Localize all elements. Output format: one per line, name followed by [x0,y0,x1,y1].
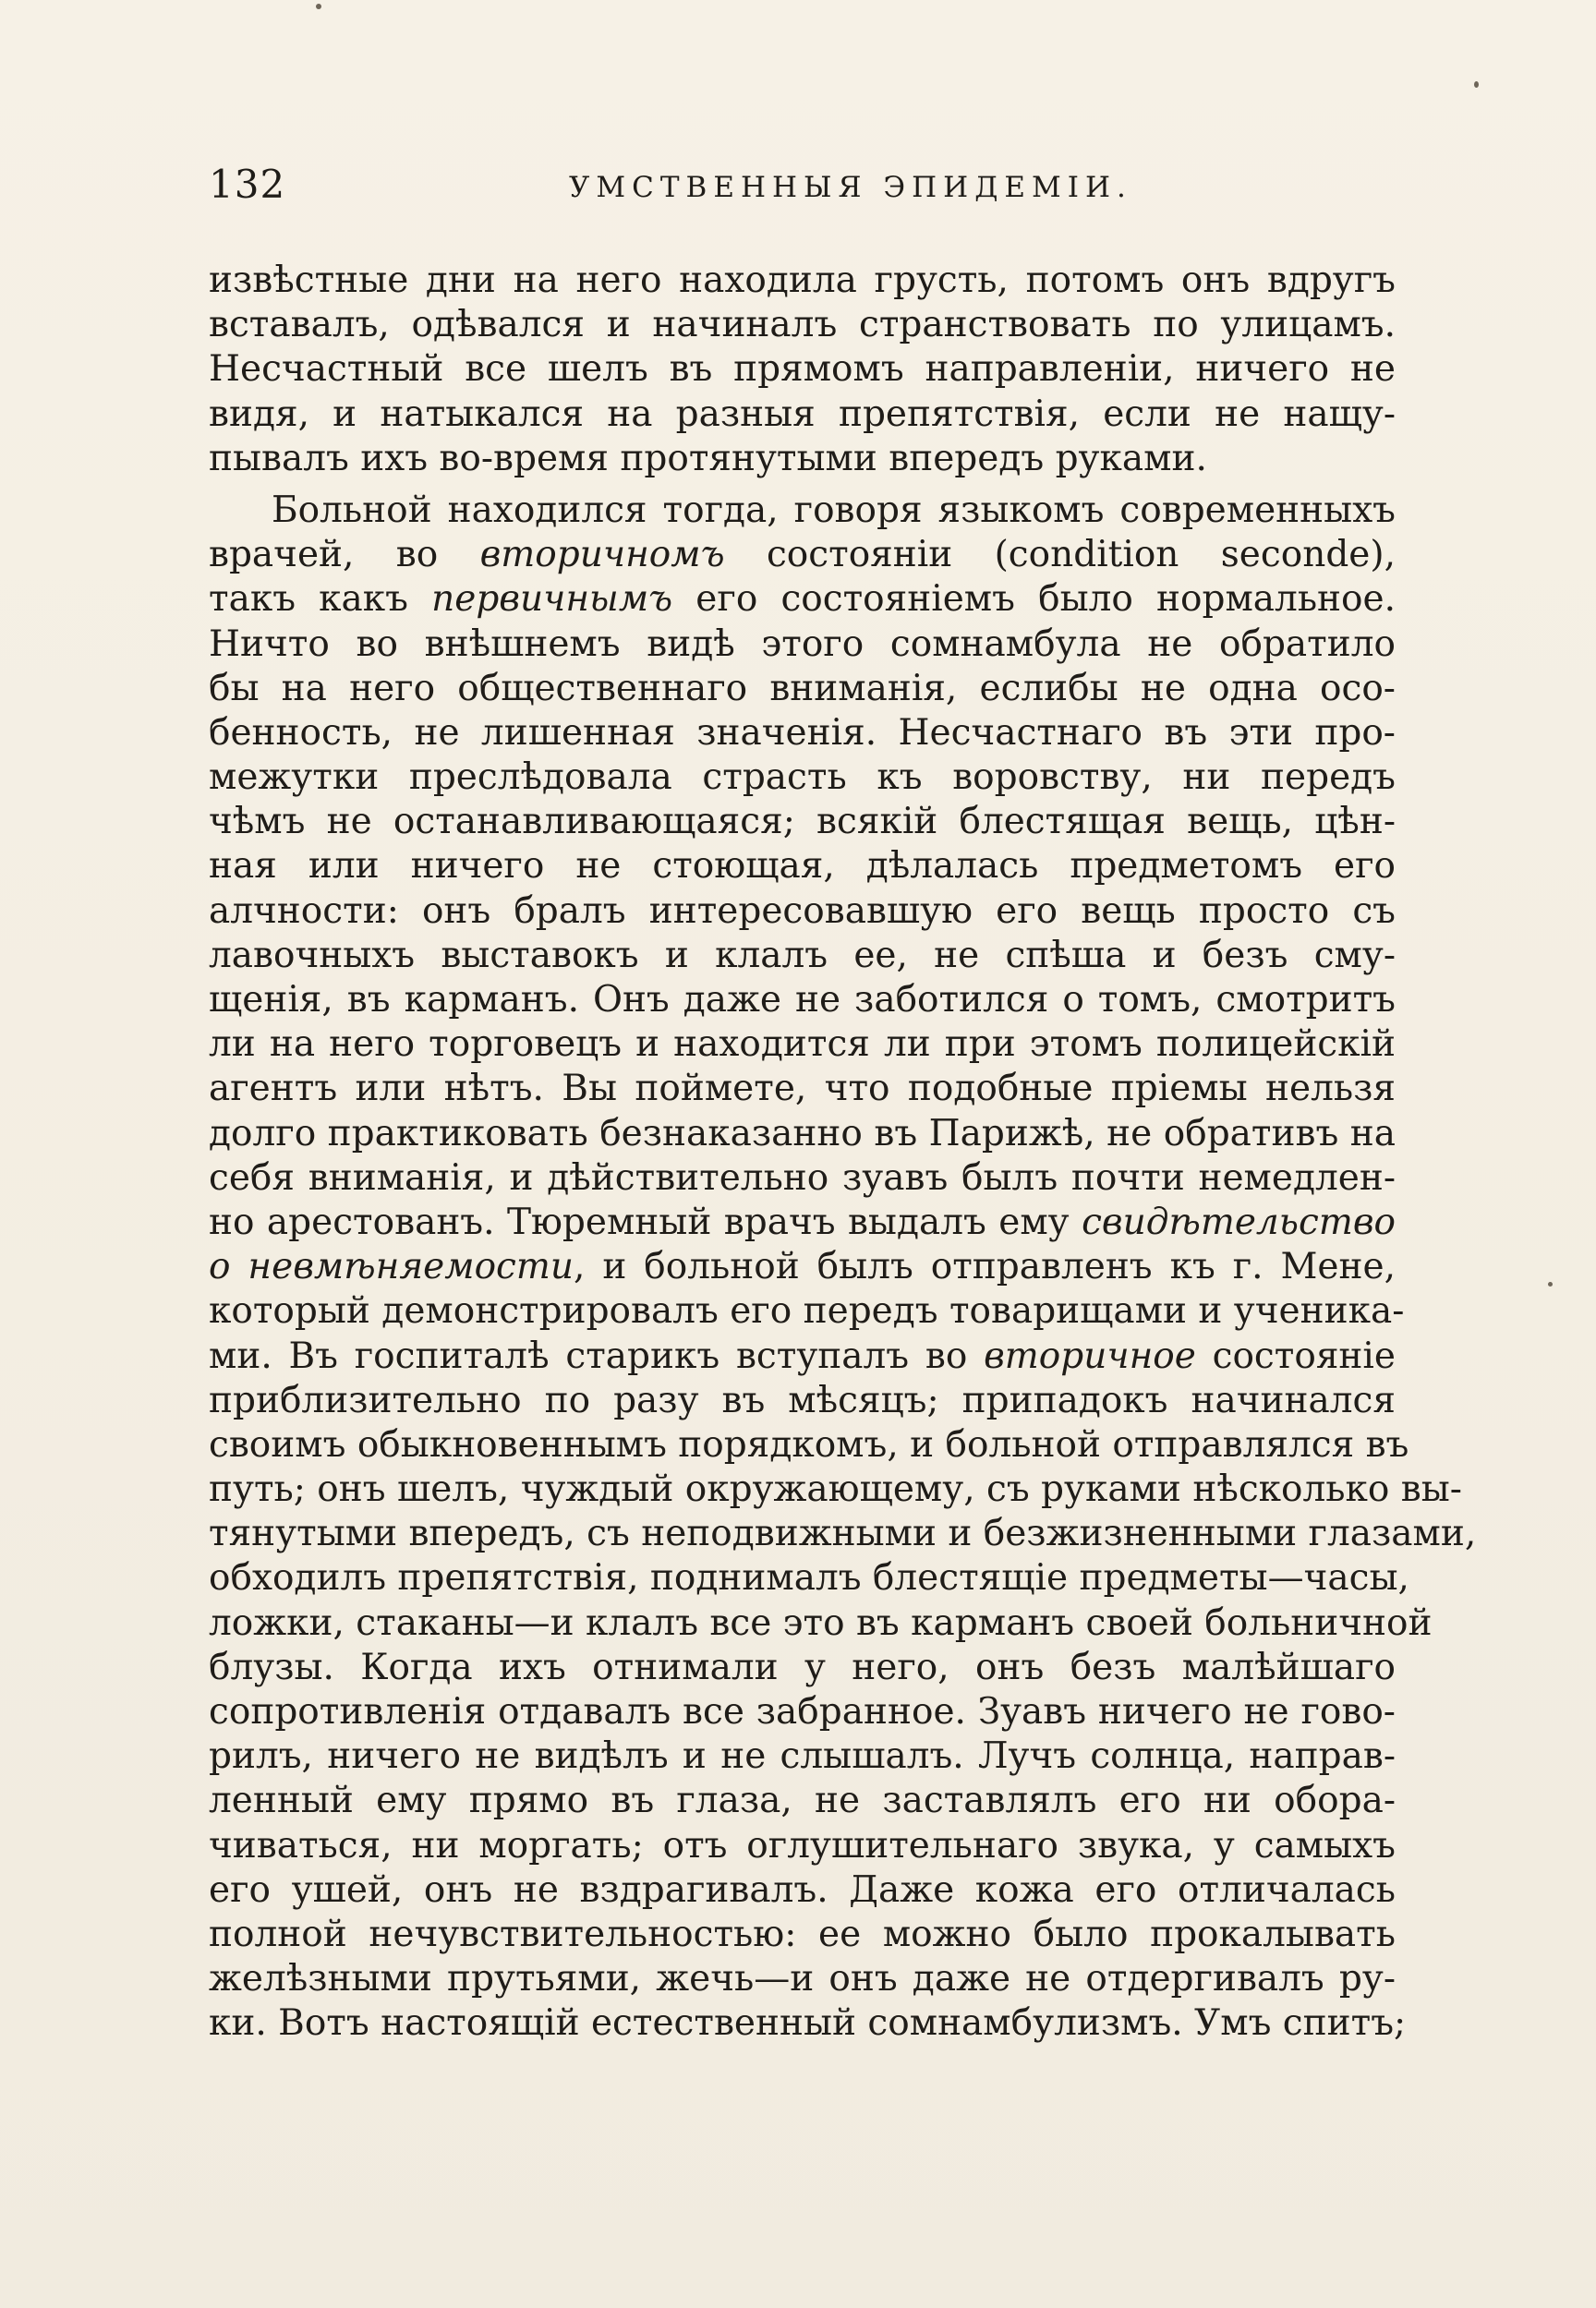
text-line: Несчастный все шелъ въ прямомъ направленіи, ничего не [209,348,1396,391]
text-line: желѣзными прутьями, жечь—и онъ даже не отдергивалъ ру- [209,1958,1396,2000]
text-line: который демонстрировалъ его передъ товарищами и ученика- [209,1290,1405,1333]
italic-term: вторичное [984,1335,1196,1377]
italic-term: о невмѣняемости [209,1246,574,1288]
text-line: извѣстные дни на него находила грусть, потомъ онъ вдругъ [209,260,1396,301]
text-line: ложки, стаканы—и клалъ все это въ карманъ своей больничной [209,1601,1433,1644]
text-line: блузы. Когда ихъ отнимали у него, онъ безъ малѣйшаго [209,1646,1396,1688]
text-line: чиваться, ни моргать; отъ оглушительнаго звука, у самыхъ [209,1824,1396,1867]
ink-speck [316,4,321,9]
text-line: вставалъ, одѣвался и начиналъ странствовать по улицамъ. [209,304,1396,346]
text-line: полной нечувствительностью: ее можно было прокалывать [209,1913,1396,1955]
text-line: путь; онъ шелъ, чуждый окружающему, съ руками нѣсколько вы- [209,1468,1462,1511]
text-line: алчности: онъ бралъ интересовавшую его вещь просто съ [209,889,1396,932]
text-line: но арестованъ. Тюремный врачъ выдалъ ему свидѣтельство [209,1201,1396,1243]
text-line: щенія, въ карманъ. Онъ даже не заботился о томъ, смотритъ [209,979,1396,1021]
text-line: лавочныхъ выставокъ и клалъ ее, не спѣша и безъ сму- [209,934,1396,976]
page-number: 132 [209,162,286,207]
text-line: приблизительно по разу въ мѣсяцъ; припадокъ начинался [209,1379,1396,1421]
text-line: межутки преслѣдовала страсть къ воровству, ни передъ [209,756,1396,799]
text-line: тянутыми впередъ, съ неподвижными и безжизненными глазами, [209,1513,1477,1555]
text-line: чѣмъ не останавливающаяся; всякій блестящая вещь, цѣн- [209,801,1396,843]
paragraph [209,489,1477,2047]
text-line: ли на него торговецъ и находится ли при этомъ полицейскій [209,1023,1396,1066]
text-line: пывалъ ихъ во-время протянутыми впередъ руками. [209,437,1207,479]
text-line: бенность, не лишенная значенія. Несчастнаго въ эти про- [209,711,1396,754]
text-line: врачей, во вторичномъ состояніи (condition seconde), [209,534,1396,576]
text-line: такъ какъ первичнымъ его состояніемъ было нормальное. [209,578,1396,621]
text-line: Больной находился тогда, говоря языкомъ современныхъ [272,489,1396,531]
text-line: видя, и натыкался на разныя препятствія, если не нащу- [209,393,1396,435]
page-header [209,162,1396,217]
running-head: УМСТВЕННЫЯ ЭПИДЕМІИ. [569,171,1132,204]
text-line: его ушей, онъ не вздрагивалъ. Даже кожа его отличалась [209,1868,1396,1911]
text-line: рилъ, ничего не видѣлъ и не слышалъ. Лучъ солнца, направ- [209,1735,1396,1778]
text-line: агентъ или нѣтъ. Вы поймете, что подобные пріемы нельзя [209,1068,1396,1110]
body-text [209,259,1477,2047]
text-line: бы на него общественнаго вниманія, еслибы не одна осо- [209,667,1396,709]
text-line: ми. Въ госпиталѣ старикъ вступалъ во вторичное состояніе [209,1335,1396,1377]
paragraph [209,259,1396,481]
text-line: ная или ничего не стоющая, дѣлалась предметомъ его [209,845,1396,888]
text-line: Ничто во внѣшнемъ видѣ этого сомнамбула не обратило [209,622,1396,665]
text-line: себя вниманія, и дѣйствительно зуавъ былъ почти немедлен- [209,1156,1396,1199]
ink-speck [1548,1282,1553,1287]
ink-speck [1474,81,1479,88]
italic-term: свидѣтельство [1082,1201,1396,1243]
text-line: долго практиковать безнаказанно въ Парижѣ, не обративъ на [209,1112,1396,1154]
text-line: ки. Вотъ настоящій естественный сомнамбулизмъ. Умъ спитъ; [209,2002,1407,2045]
text-line: своимъ обыкновеннымъ порядкомъ, и больной отправлялся въ [209,1423,1409,1466]
text-line: обходилъ препятствія, поднималъ блестящіе предметы—часы, [209,1557,1409,1600]
text-line: о невмѣняемости, и больной былъ отправленъ къ г. Мене, [209,1246,1396,1288]
italic-term: вторичномъ [479,534,725,576]
text-line: ленный ему прямо въ глаза, не заставлялъ его ни обора- [209,1780,1396,1822]
text-line: сопротивленія отдавалъ все забранное. Зуавъ ничего не гово- [209,1691,1396,1733]
italic-term: первичнымъ [431,578,673,621]
